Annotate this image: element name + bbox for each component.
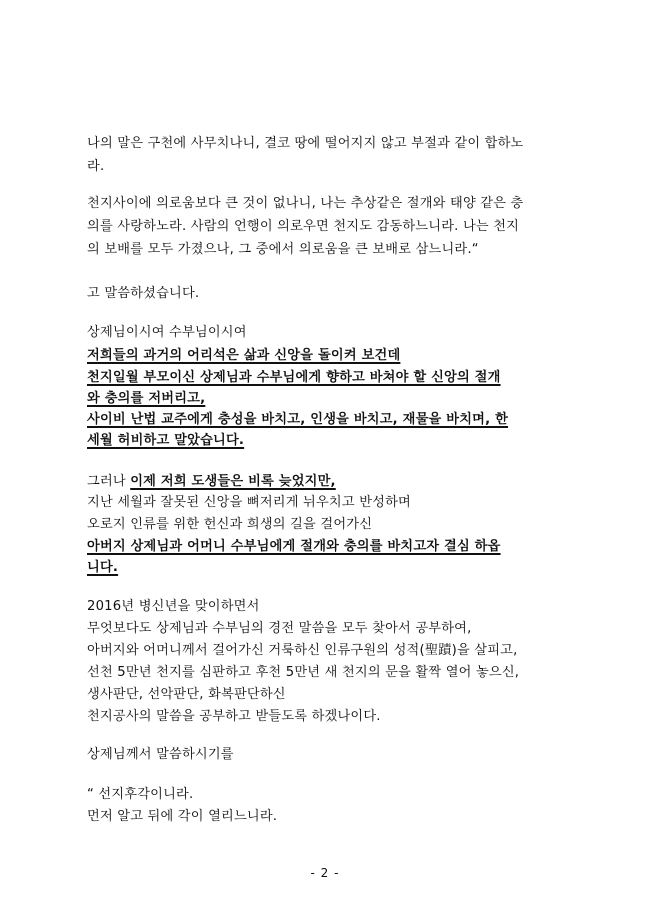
paragraph5-line1-normal: 그러나: [87, 474, 131, 489]
paragraph4-line2: 저희들의 과거의 어리석은 삶과 신앙을 돌이켜 보건데: [87, 348, 401, 363]
paragraph6-line5: 생사판단, 선악판단, 화복판단하신: [87, 687, 286, 702]
paragraph5-line4: 아버지 상제님과 어머니 수부님에게 절개와 충의를 바치고자 결심 하옵: [87, 539, 501, 554]
paragraph1-line2: 라.: [87, 159, 105, 174]
paragraph6-line3: 아버지와 어머니께서 걸어가신 거룩하신 인류구원의 성적(聖蹟)을 살피고,: [87, 643, 518, 658]
paragraph2-line3: 의 보배를 모두 가졌으나, 그 중에서 의로움을 큰 보배로 삼느니라.“: [87, 242, 479, 257]
paragraph5-line3: 오로지 인류를 위한 헌신과 희생의 길을 걸어가신: [87, 517, 373, 532]
paragraph4-line3: 천지일월 부모이신 상제님과 수부님에게 향하고 바쳐야 할 신앙의 절개: [87, 370, 501, 385]
paragraph8-line1: “ 선지후각이니라.: [87, 787, 194, 802]
paragraph4-line5: 사이비 난법 교주에게 충성을 바치고, 인생을 바치고, 재물을 바치며, 한: [87, 412, 509, 427]
paragraph5-line1-emphasis: 이제 저희 도생들은 비록 늦었지만,: [130, 474, 336, 489]
paragraph4-line4: 와 충의를 저버리고,: [87, 391, 206, 406]
paragraph4-line1: 상제님이시여 수부님이시여: [87, 325, 247, 340]
paragraph6-line4: 선천 5만년 천지를 심판하고 후천 5만년 새 천지의 문을 활짝 열어 놓으신,: [87, 665, 520, 680]
paragraph5-line2: 지난 세월과 잘못된 신앙을 뼈저리게 뉘우치고 반성하며: [87, 495, 411, 510]
page-number: - 2 -: [310, 866, 340, 880]
paragraph5-line5: 니다.: [87, 560, 119, 575]
paragraph1-line1: 나의 말은 구천에 사무치나니, 결코 땅에 떨어지지 않고 부절과 같이 합하노: [87, 136, 524, 151]
paragraph5-line1: [87, 473, 336, 491]
paragraph6-line6: 천지공사의 말씀을 공부하고 받들도록 하겠나이다.: [87, 709, 381, 724]
paragraph2-line2: 의를 사랑하노라. 사람의 언행이 의로우면 천지도 감동하느니라. 나는 천지: [87, 219, 520, 234]
paragraph8-line2: 먼저 알고 뒤에 각이 열리느니라.: [87, 809, 278, 824]
paragraph6-line1: 2016년 병신년을 맞이하면서: [87, 599, 260, 614]
paragraph6-line2: 무엇보다도 상제님과 수부님의 경전 말씀을 모두 찾아서 공부하여,: [87, 621, 472, 636]
paragraph7: 상제님께서 말씀하시기를: [87, 747, 234, 762]
paragraph2-line1: 천지사이에 의로움보다 큰 것이 없나니, 나는 추상같은 절개와 태양 같은 충: [87, 196, 524, 211]
paragraph3: 고 말씀하셨습니다.: [87, 286, 200, 301]
paragraph4-line6: 세월 허비하고 말았습니다.: [87, 433, 245, 448]
